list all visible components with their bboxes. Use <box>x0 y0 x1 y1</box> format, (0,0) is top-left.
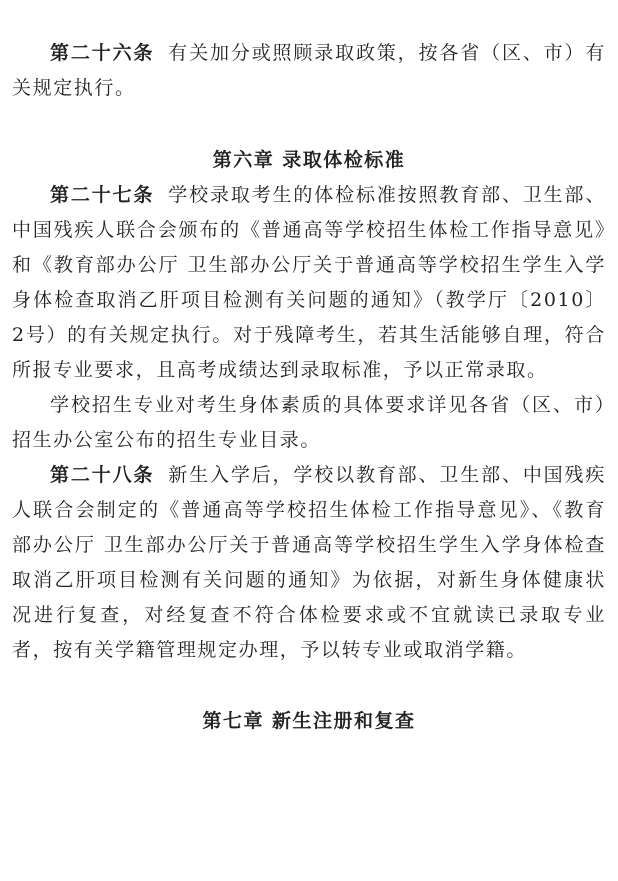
article-26-text: 有关加分或照顾录取政策，按各省（区、市）有关规定执行。 <box>12 42 606 99</box>
article-27-text: 学校录取考生的体检标准按照教育部、卫生部、中国残疾人联合会颁布的《普通高等学校招生体检工作指导意见》和《教育部办公厅 卫生部办公厅关于普通高等学校招生学生入学身体检查取消乙肝项目检测有关问题的通知》（教学厅〔2010〕2号）的有关规定执行。对于残障考生，若其生活能够自理，符合所报专业要求，且高考成绩达到录取标准，予以正常录取。 <box>12 184 606 381</box>
article-26 <box>12 36 606 106</box>
article-27 <box>12 178 606 388</box>
article-27-followup: 学校招生专业对考生身体素质的具体要求详见各省（区、市）招生办公室公布的招生专业目录。 <box>12 394 606 451</box>
article-28 <box>12 458 606 668</box>
article-28-label: 第二十八条 <box>50 464 155 486</box>
chapter-7-heading: 第七章 新生注册和复查 <box>202 710 416 732</box>
article-27-label: 第二十七条 <box>50 184 155 206</box>
document-page <box>0 36 618 881</box>
chapter-6-heading: 第六章 录取体检标准 <box>212 149 406 171</box>
article-28-text: 新生入学后，学校以教育部、卫生部、中国残疾人联合会制定的《普通高等学校招生体检工作指导意见》、《教育部办公厅 卫生部办公厅关于普通高等学校招生学生入学身体检查取消乙肝项目检测有关问题的通知》为依据，对新生身体健康状况进行复查，对经复查不符合体检要求或不宜就读已录取专业者，按有关学籍管理规定办理，予以转专业或取消学籍。 <box>12 464 606 661</box>
article-26-label: 第二十六条 <box>50 42 155 64</box>
